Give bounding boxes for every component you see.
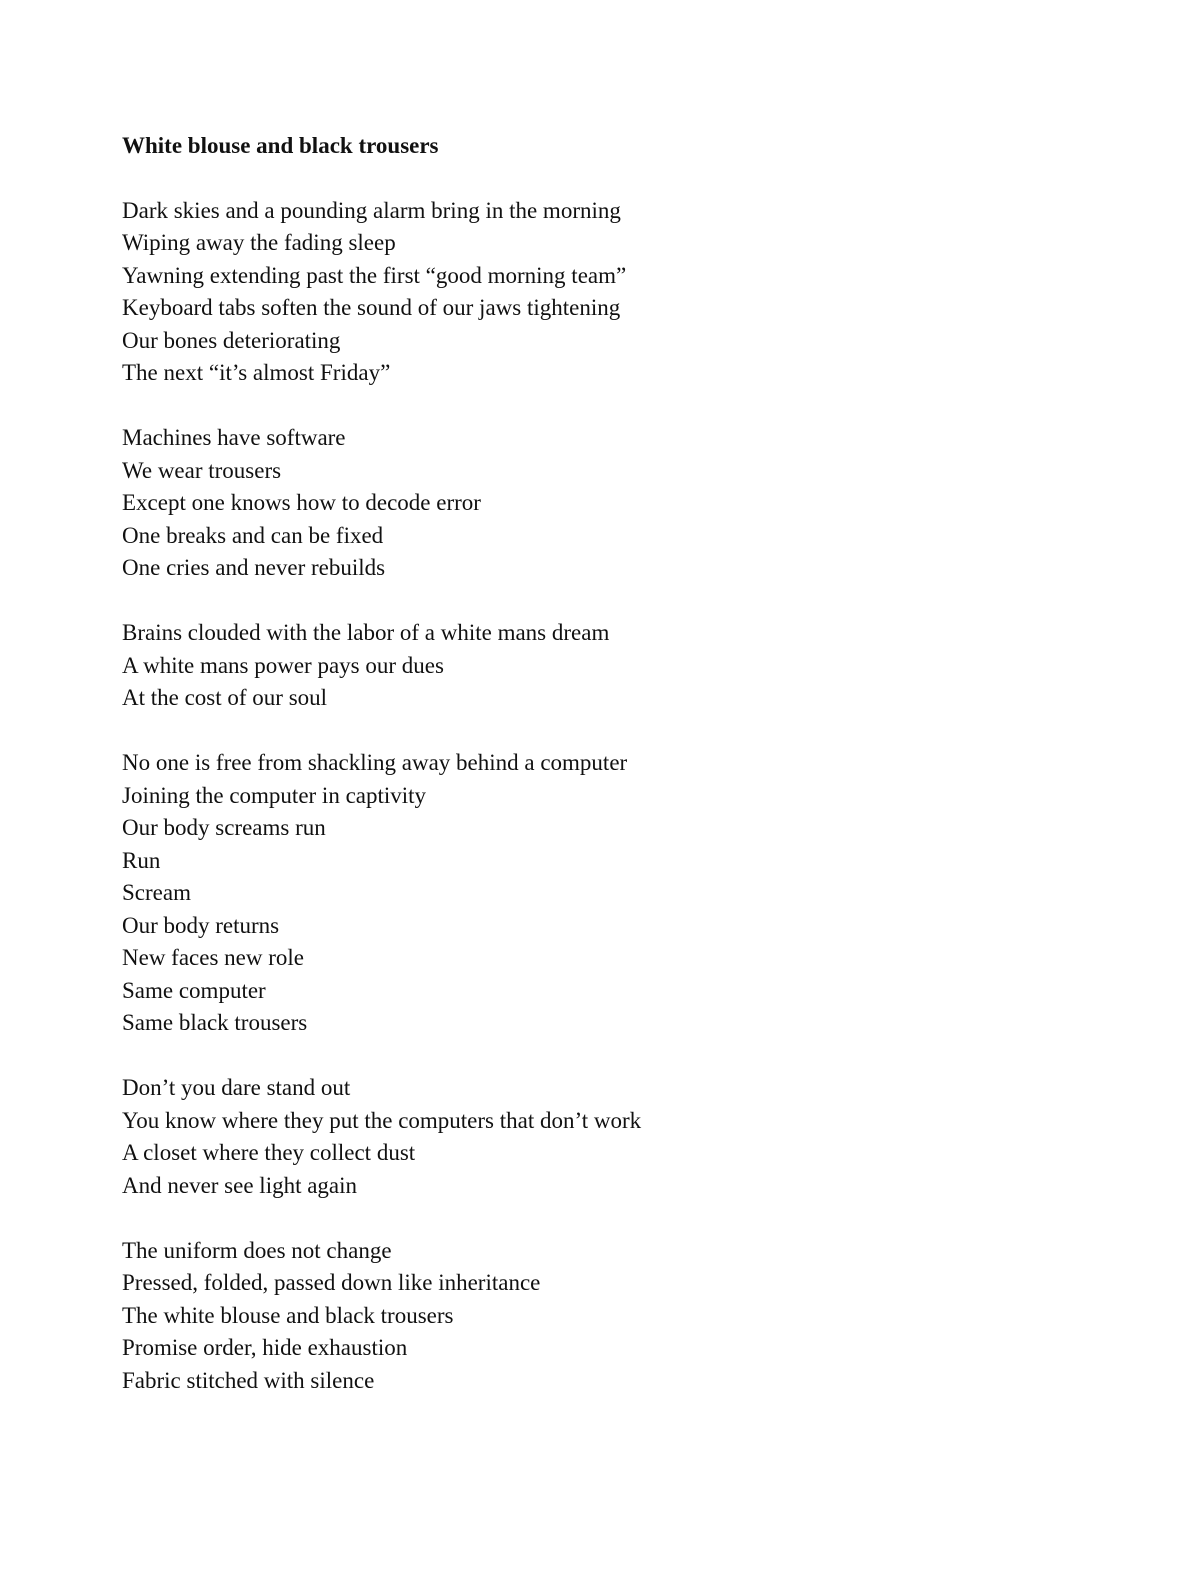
poem-line: Keyboard tabs soften the sound of our jaws tightening (122, 295, 621, 320)
poem-line: Fabric stitched with silence (122, 1367, 375, 1393)
poem-line: Machines have software (122, 425, 346, 450)
poem-line: We wear trousers (122, 457, 282, 483)
stanza-spacer (122, 715, 1122, 748)
stanza-4 (122, 747, 1122, 1040)
stanza-5 (122, 1072, 1122, 1202)
poem-line: Run (122, 847, 161, 873)
stanza-spacer (122, 1202, 1122, 1235)
poem-line: Same computer (122, 977, 266, 1003)
poem-line: A white mans power pays our dues (122, 652, 444, 678)
poem-line: New faces new role (122, 945, 304, 970)
poem-line: The uniform does not change (122, 1237, 392, 1263)
poem-line: Joining the computer in captivity (122, 782, 427, 808)
stanza-1 (122, 195, 1122, 390)
poem-line: One breaks and can be fixed (122, 522, 384, 548)
stanza-spacer (122, 585, 1122, 618)
stanza-2 (122, 422, 1122, 585)
poem-line: Except one knows how to decode error (122, 490, 481, 515)
poem-line: A closet where they collect dust (122, 1140, 416, 1165)
poem-line: At the cost of our soul (122, 685, 328, 710)
poem-line: The next “it’s almost Friday” (122, 360, 391, 385)
poem-line: And never see light again (122, 1172, 358, 1198)
title-spacer (122, 162, 1122, 195)
poem-line: No one is free from shackling away behind a computer (122, 750, 628, 775)
poem-line: Wiping away the fading sleep (122, 230, 396, 255)
poem-line: Our body returns (122, 912, 280, 938)
poem (122, 130, 1122, 1397)
poem-line: You know where they put the computers that don’t work (122, 1107, 642, 1133)
poem-line: Pressed, folded, passed down like inheritance (122, 1270, 541, 1295)
poem-line: Dark skies and a pounding alarm bring in the morning (122, 197, 621, 223)
stanza-3 (122, 617, 1122, 715)
poem-line: Our bones deteriorating (122, 327, 341, 353)
poem-line: The white blouse and black trousers (122, 1302, 454, 1328)
poem-line: Our body screams run (122, 815, 326, 840)
poem-line: Scream (122, 880, 191, 905)
poem-line: Brains clouded with the labor of a white mans dream (122, 620, 610, 645)
stanza-spacer (122, 390, 1122, 423)
poem-line: Don’t you dare stand out (122, 1075, 351, 1100)
poem-line: Same black trousers (122, 1010, 308, 1035)
poem-line: One cries and never rebuilds (122, 555, 386, 580)
poem-line: Promise order, hide exhaustion (122, 1335, 408, 1360)
stanza-spacer (122, 1040, 1122, 1073)
stanza-6 (122, 1235, 1122, 1398)
poem-line: Yawning extending past the first “good morning team” (122, 262, 627, 288)
poem-title: White blouse and black trousers (122, 133, 439, 158)
